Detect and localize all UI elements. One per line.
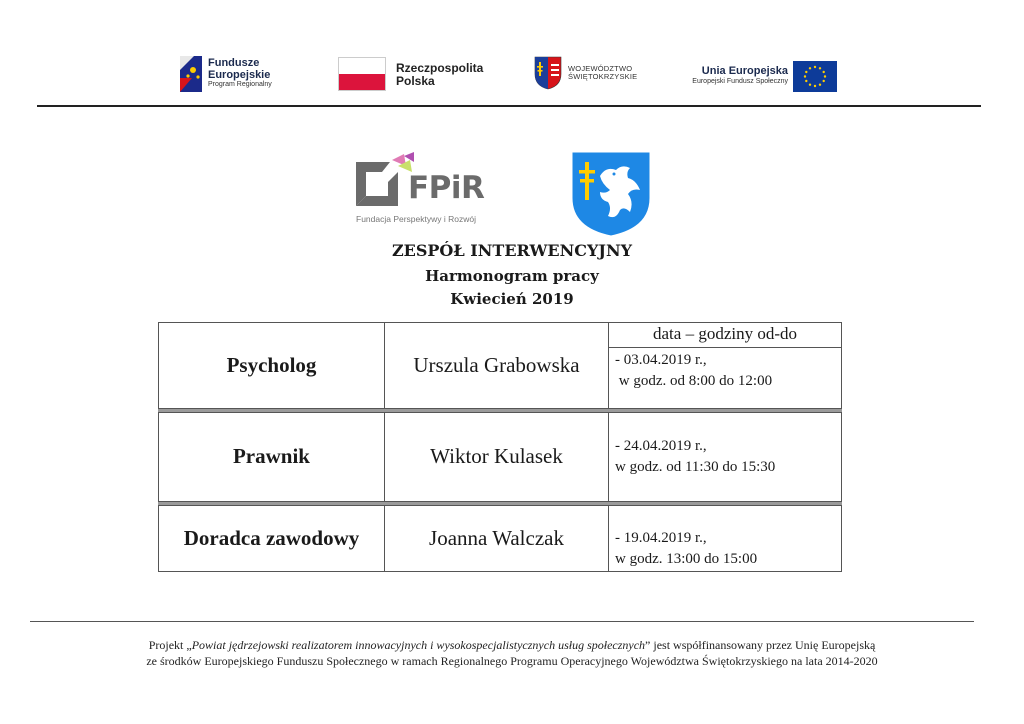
wojewodztwo-line1: WOJEWÓDZTWO — [568, 64, 633, 73]
fpir-title: FPiR — [408, 170, 485, 206]
top-divider — [37, 105, 981, 107]
unia-line1: Unia Europejska — [701, 65, 788, 77]
row-2-hours: w godz. od 11:30 do 15:30 — [615, 459, 776, 475]
row-1-name: Urszula Grabowska — [413, 353, 580, 377]
schedule-table — [158, 322, 842, 572]
row-2-name: Wiktor Kulasek — [430, 444, 563, 468]
polish-flag-icon — [338, 57, 386, 91]
row-2-time — [609, 436, 841, 478]
row-2-role: Prawnik — [232, 444, 310, 468]
page-subtitle: Harmonogram pracy — [425, 267, 599, 285]
row-2-date: - 24.04.2019 r., — [615, 438, 707, 454]
fundusze-line2: Europejskie — [208, 68, 271, 81]
row-3-date: - 19.04.2019 r., — [615, 530, 707, 546]
footer-post: ” jest współfinansowany przez Unię Europejską — [645, 638, 876, 652]
row-3-hours: w godz. 13:00 do 15:00 — [615, 551, 758, 567]
fpir-mark-icon — [352, 152, 416, 214]
footer-line-1 — [0, 638, 1024, 653]
row-1-time — [609, 350, 841, 392]
page-title: ZESPÓŁ INTERWENCYJNY — [391, 241, 633, 260]
row-1-role: Psycholog — [226, 353, 317, 377]
unia-line2: Europejski Fundusz Społeczny — [692, 77, 788, 85]
wojewodztwo-line2: ŚWIĘTOKRZYSKIE — [568, 71, 638, 81]
page-month: Kwiecień 2019 — [450, 290, 574, 308]
wojewodztwo-crest-icon — [534, 56, 562, 90]
fundusze-line1: Fundusze — [208, 57, 260, 69]
row-3-time — [609, 528, 841, 570]
fpir-subtitle: Fundacja Perspektywy i Rozwój — [356, 214, 476, 224]
footer-pre: Projekt „ — [148, 638, 192, 652]
rzeczpospolita-polska-logo — [336, 56, 486, 92]
fundusze-line3: Program Regionalny — [208, 81, 272, 89]
logo-bar — [0, 0, 1024, 108]
fpir-logo — [352, 152, 492, 228]
flag-red — [339, 74, 385, 90]
eu-flag-icon — [793, 61, 837, 92]
rzeczpospolita-line2: Polska — [396, 73, 435, 88]
fundusze-europejskie-logo — [178, 54, 288, 96]
row-3-name: Joanna Walczak — [429, 526, 564, 550]
row-1-hours: w godz. od 8:00 do 12:00 — [615, 373, 773, 389]
bottom-divider — [30, 621, 974, 622]
unia-europejska-logo — [680, 60, 840, 94]
footer-project-name: Powiat jędrzejowski realizatorem innowacyjnych i wysokospecjalistycznych usług społecznych — [191, 638, 646, 652]
fundusze-europejskie-icon — [178, 54, 204, 94]
wojewodztwo-logo — [534, 56, 644, 92]
row-3-role: Doradca zawodowy — [183, 526, 360, 550]
column-header-dates: data – godziny od-do — [653, 324, 797, 343]
rzeczpospolita-line1: Rzeczpospolita — [396, 61, 484, 75]
row-1-date: - 03.04.2019 r., — [615, 352, 707, 368]
coat-of-arms-icon — [570, 150, 652, 238]
footer-line-2: ze środków Europejskiego Funduszu Społecznego w ramach Regionalnego Programu Operacyjnego Województwa Świętokrzyskiego na lata 2014-2020 — [146, 654, 878, 668]
